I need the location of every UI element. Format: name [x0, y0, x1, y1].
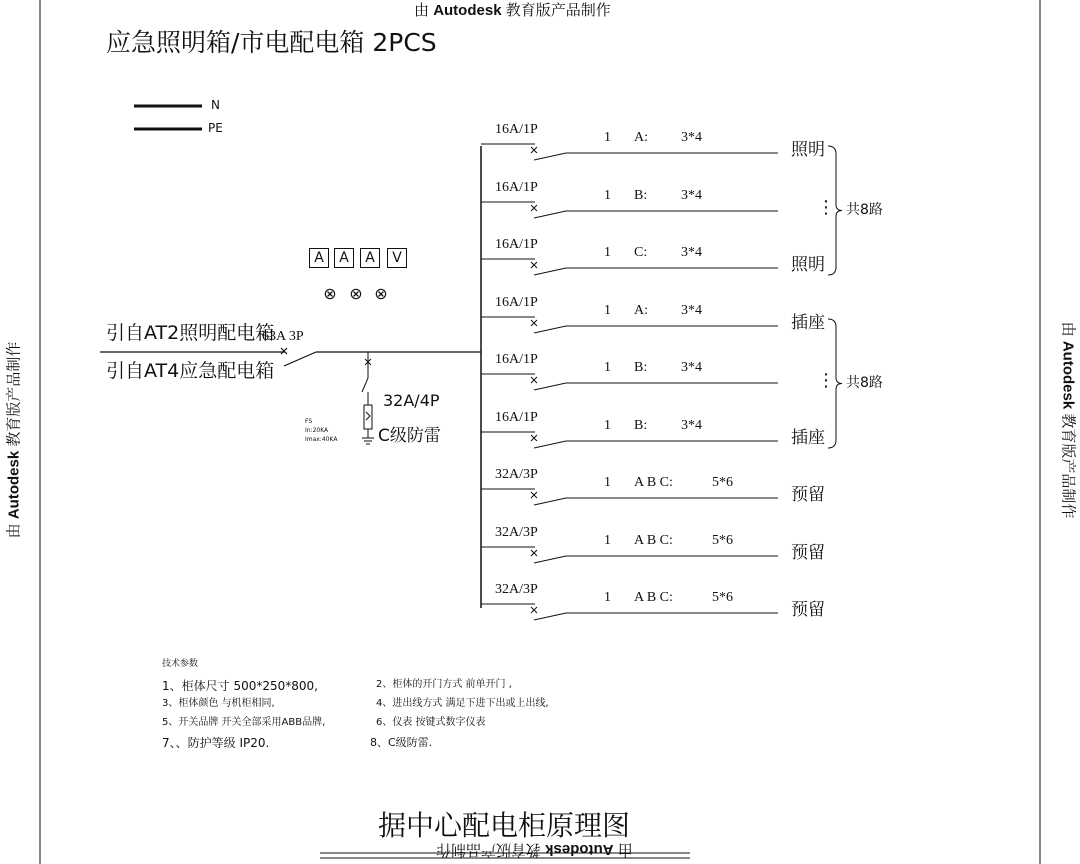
- incoming-source-2: 引自AT4应急配电箱: [106, 360, 275, 382]
- circuit-rating: 16A/1P: [495, 295, 538, 310]
- circuit-phase: B:: [634, 188, 648, 203]
- circuit-count: 1: [604, 418, 611, 433]
- circuit-count: 1: [604, 130, 611, 145]
- circuit-rating: 16A/1P: [495, 410, 538, 425]
- circuit-rating: 16A/1P: [495, 122, 538, 137]
- circuit-breaker-blade: [534, 498, 566, 505]
- watermark-prefix: 由: [1059, 321, 1077, 337]
- ammeter-a1: A: [309, 248, 329, 268]
- tech-note-item: 3、柜体颜色 与机柜相同,: [162, 698, 275, 709]
- tech-notes-heading: 技术参数: [162, 659, 199, 669]
- circuit-phase: A:: [634, 130, 648, 145]
- circuit-load-label: 照明: [791, 255, 825, 275]
- indicator-lamp-icon: ⊗: [323, 284, 337, 303]
- surge-arrow-icon: [366, 412, 370, 420]
- main-breaker-blade: [284, 352, 316, 366]
- tech-note-item: 5、开关品牌 开关全部采用ABB品牌,: [162, 717, 326, 728]
- circuit-cable: 3*4: [681, 303, 702, 318]
- circuit-cable: 3*4: [681, 245, 702, 260]
- circuit-count: 1: [604, 475, 611, 490]
- voltmeter: V: [387, 248, 407, 268]
- tech-note-item: 7、、防护等级 IP20.: [162, 736, 270, 750]
- circuit-count: 1: [604, 303, 611, 318]
- circuit-rating: 32A/3P: [495, 525, 538, 540]
- indicator-lamp-icon: ⊗: [349, 284, 363, 303]
- drawing-title: 据中心配电柜原理图: [378, 809, 631, 842]
- tech-note-item: 6、仪表 按键式数字仪表: [376, 717, 486, 728]
- tech-note-item: 2、柜体的开门方式 前单开门 ,: [376, 679, 512, 690]
- watermark-prefix: 由: [617, 841, 633, 858]
- circuit-breaker-x: [531, 262, 537, 268]
- watermark-brand: Autodesk: [1059, 340, 1077, 410]
- circuit-load-label: 预留: [791, 600, 825, 620]
- circuit-breaker-x: [531, 320, 537, 326]
- ammeter-a3: A: [360, 248, 380, 268]
- circuit-breaker-blade: [534, 268, 566, 275]
- circuit-count: 1: [604, 590, 611, 605]
- circuit-rating: 16A/1P: [495, 237, 538, 252]
- ellipsis-icon: ⋮: [817, 369, 835, 391]
- main-breaker-rating: 63A 3P: [262, 329, 304, 344]
- circuit-breaker-x: [531, 205, 537, 211]
- pe-legend-label: PE: [208, 121, 223, 135]
- watermark-brand: Autodesk: [545, 841, 614, 858]
- watermark-suffix: 教育版产品制作: [505, 2, 611, 19]
- surge-protector-icon: [364, 405, 372, 429]
- circuit-layer: [481, 144, 778, 620]
- circuit-breaker-blade: [534, 441, 566, 448]
- watermark-brand: Autodesk: [433, 2, 502, 19]
- main-breaker-x: [281, 348, 287, 354]
- circuit-breaker-x: [531, 377, 537, 383]
- circuit-phase: A B C:: [634, 590, 673, 605]
- surge-breaker-rating: 32A/4P: [383, 391, 440, 410]
- circuit-rating: 32A/3P: [495, 582, 538, 597]
- tech-note-item: 8、C级防雷.: [370, 736, 433, 749]
- circuit-breaker-x: [531, 147, 537, 153]
- circuit-cable: 5*6: [712, 475, 733, 490]
- tech-note-item: 4、进出线方式 满足下进下出或上出线,: [376, 698, 549, 709]
- circuit-phase: B:: [634, 418, 648, 433]
- circuit-cable: 3*4: [681, 130, 702, 145]
- neutral-legend-label: N: [211, 98, 220, 112]
- circuit-breaker-x: [531, 550, 537, 556]
- circuit-breaker-blade: [534, 153, 566, 160]
- circuit-count: 1: [604, 245, 611, 260]
- circuit-count: 1: [604, 188, 611, 203]
- circuit-breaker-blade: [534, 613, 566, 620]
- tech-note-item: 1、柜体尺寸 500*250*800,: [162, 679, 318, 693]
- surge-fs-label: FS: [305, 418, 313, 425]
- circuit-phase: B:: [634, 360, 648, 375]
- brace-layer: [828, 146, 842, 448]
- circuit-rating: 32A/3P: [495, 467, 538, 482]
- watermark-prefix: 由: [5, 523, 23, 539]
- circuit-load-label: 照明: [791, 140, 825, 160]
- ellipsis-icon: ⋮: [817, 196, 835, 218]
- circuit-cable: 3*4: [681, 418, 702, 433]
- group-count-label: 共8路: [846, 201, 883, 218]
- circuit-count: 1: [604, 533, 611, 548]
- circuit-breaker-blade: [534, 211, 566, 218]
- circuit-phase: A B C:: [634, 475, 673, 490]
- box-title: 应急照明箱/市电配电箱 2PCS: [106, 28, 437, 57]
- circuit-rating: 16A/1P: [495, 180, 538, 195]
- indicator-lamp-icon: ⊗: [374, 284, 388, 303]
- circuit-load-label: 插座: [791, 313, 825, 333]
- watermark-suffix: 教育版产品制作: [1059, 413, 1077, 519]
- circuit-rating: 16A/1P: [495, 352, 538, 367]
- circuit-count: 1: [604, 360, 611, 375]
- incoming-source-1: 引自AT2照明配电箱: [106, 322, 275, 344]
- circuit-breaker-x: [531, 492, 537, 498]
- watermark-suffix: 教育版产品制作: [5, 341, 23, 447]
- circuit-load-label: 预留: [791, 485, 825, 505]
- surge-label: C级防雷: [378, 426, 441, 446]
- circuit-cable: 5*6: [712, 533, 733, 548]
- circuit-phase: A:: [634, 303, 648, 318]
- circuit-cable: 5*6: [712, 590, 733, 605]
- circuit-load-label: 插座: [791, 428, 825, 448]
- circuit-breaker-blade: [534, 556, 566, 563]
- surge-imax-label: Imax:40KA: [305, 436, 338, 443]
- surge-in-label: In:20KA: [305, 427, 329, 434]
- ammeter-a2: A: [334, 248, 354, 268]
- watermark-prefix: 由: [414, 2, 430, 19]
- circuit-load-label: 预留: [791, 543, 825, 563]
- circuit-breaker-x: [531, 435, 537, 441]
- surge-breaker-blade: [362, 378, 368, 392]
- group-count-label: 共8路: [846, 374, 883, 391]
- circuit-phase: C:: [634, 245, 648, 260]
- circuit-cable: 3*4: [681, 360, 702, 375]
- circuit-cable: 3*4: [681, 188, 702, 203]
- watermark-brand: Autodesk: [5, 450, 23, 520]
- circuit-breaker-x: [531, 607, 537, 613]
- circuit-breaker-blade: [534, 326, 566, 333]
- circuit-breaker-blade: [534, 383, 566, 390]
- watermark-suffix: 教育版产品制作: [436, 841, 542, 858]
- circuit-phase: A B C:: [634, 533, 673, 548]
